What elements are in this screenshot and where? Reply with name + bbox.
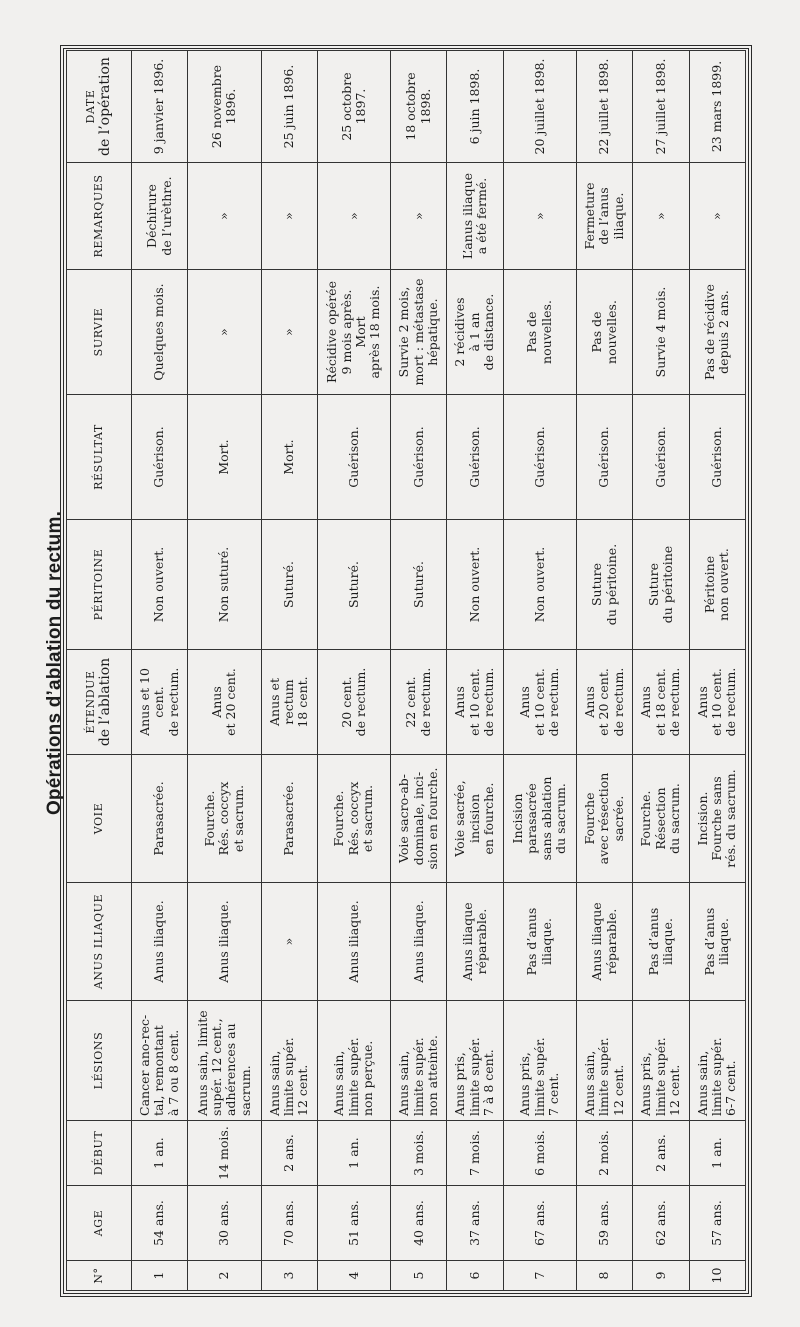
cell-debut: 6 mois.	[503, 1121, 576, 1186]
cell-voie: Voie sacro-ab- dominale, inci- sion en fourche.	[391, 755, 447, 883]
cell-remarques: Fermeture de l’anus iliaque.	[576, 163, 632, 270]
cell-voie: Fourche avec résection sacrée.	[576, 755, 632, 883]
cell-survie: Pas de nouvelles.	[503, 270, 576, 395]
cell-remarques: »	[633, 163, 689, 270]
cell-lesions: Anus sain, limite supér. 12 cent.	[261, 1001, 317, 1121]
cell-voie: Parasacrée.	[132, 755, 188, 883]
cell-age: 62 ans.	[633, 1186, 689, 1261]
header-date-line2: de l’opération	[97, 57, 114, 156]
cell-peritoine: Péritoine non ouvert.	[689, 520, 745, 650]
cell-age: 40 ans.	[391, 1186, 447, 1261]
cell-survie: »	[188, 270, 261, 395]
cell-age: 59 ans.	[576, 1186, 632, 1261]
table-row	[503, 51, 576, 1291]
cell-num: 10	[689, 1261, 745, 1291]
cell-etendue: Anus et 18 cent. de rectum.	[633, 650, 689, 755]
cell-remarques: »	[503, 163, 576, 270]
table-row	[633, 51, 689, 1291]
cell-peritoine: Non suturé.	[188, 520, 261, 650]
cell-survie: Récidive opérée 9 mois après. Mort après 18 mois.	[317, 270, 390, 395]
cell-date: 26 novembre 1896.	[188, 51, 261, 163]
cell-remarques: »	[317, 163, 390, 270]
cell-etendue: 20 cent. de rectum.	[317, 650, 390, 755]
cell-debut: 2 ans.	[633, 1121, 689, 1186]
header-voie: VOIE	[67, 755, 132, 883]
cell-anus-iliaque: Anus iliaque.	[391, 883, 447, 1001]
cell-etendue: Anus et 10 cent. de rectum.	[689, 650, 745, 755]
header-survie: SURVIE	[67, 270, 132, 395]
cell-peritoine: Non ouvert.	[447, 520, 503, 650]
table-row	[188, 51, 261, 1291]
cell-resultat: Guérison.	[503, 395, 576, 520]
cell-lesions: Cancer ano-rec- tal, remontant à 7 ou 8 cent.	[132, 1001, 188, 1121]
cell-age: 54 ans.	[132, 1186, 188, 1261]
cell-age: 37 ans.	[447, 1186, 503, 1261]
cell-lesions: Anus sain, limite supér. non atteinte.	[391, 1001, 447, 1121]
cell-peritoine: Suturé.	[391, 520, 447, 650]
table-row	[391, 51, 447, 1291]
cell-num: 5	[391, 1261, 447, 1291]
cell-lesions: Anus sain, limite supér. 12 cent., adhérences au sacrum.	[188, 1001, 261, 1121]
cell-peritoine: Suturé.	[261, 520, 317, 650]
cell-resultat: Guérison.	[132, 395, 188, 520]
cell-etendue: Anus et 10 cent. de rectum.	[447, 650, 503, 755]
cell-voie: Fourche. Rés. coccyx et sacrum.	[188, 755, 261, 883]
cell-lesions: Anus sain, limite supér. 12 cent.	[576, 1001, 632, 1121]
cell-survie: Quelques mois.	[132, 270, 188, 395]
cell-voie: Voie sacrée, incision en fourche.	[447, 755, 503, 883]
cell-debut: 1 an.	[317, 1121, 390, 1186]
cell-date: 22 juillet 1898.	[576, 51, 632, 163]
table-header	[67, 51, 132, 1291]
cell-remarques: Déchirure de l’urèthre.	[132, 163, 188, 270]
cell-remarques: »	[261, 163, 317, 270]
cell-resultat: Mort.	[261, 395, 317, 520]
cell-voie: Incision parasacrée sans ablation du sacrum.	[503, 755, 576, 883]
cell-peritoine: Suturé.	[317, 520, 390, 650]
cell-peritoine: Suture du péritoine	[633, 520, 689, 650]
cell-age: 67 ans.	[503, 1186, 576, 1261]
cell-date: 27 juillet 1898.	[633, 51, 689, 163]
cell-debut: 1 an.	[132, 1121, 188, 1186]
cell-anus-iliaque: Pas d’anus iliaque.	[503, 883, 576, 1001]
cell-resultat: Guérison.	[689, 395, 745, 520]
cell-remarques: L’anus iliaque a été fermé.	[447, 163, 503, 270]
cell-debut: 7 mois.	[447, 1121, 503, 1186]
cell-age: 57 ans.	[689, 1186, 745, 1261]
cell-etendue: Anus et 20 cent.	[188, 650, 261, 755]
table-frame	[60, 45, 752, 1297]
header-row	[67, 51, 132, 1291]
cell-voie: Fourche. Rés. coccyx et sacrum.	[317, 755, 390, 883]
cell-etendue: 22 cent. de rectum.	[391, 650, 447, 755]
cell-num: 6	[447, 1261, 503, 1291]
cell-num: 4	[317, 1261, 390, 1291]
table-row	[447, 51, 503, 1291]
header-resultat: RÉSULTAT	[67, 395, 132, 520]
cell-debut: 3 mois.	[391, 1121, 447, 1186]
cell-age: 30 ans.	[188, 1186, 261, 1261]
table-row	[689, 51, 745, 1291]
cell-peritoine: Non ouvert.	[132, 520, 188, 650]
cell-etendue: Anus et rectum 18 cent.	[261, 650, 317, 755]
header-debut: DÉBUT	[67, 1121, 132, 1186]
cell-debut: 1 an.	[689, 1121, 745, 1186]
cell-anus-iliaque: Anus iliaque.	[188, 883, 261, 1001]
cell-resultat: Guérison.	[447, 395, 503, 520]
cell-voie: Fourche. Résection du sacrum.	[633, 755, 689, 883]
cell-survie: 2 récidives à 1 an de distance.	[447, 270, 503, 395]
cell-num: 3	[261, 1261, 317, 1291]
header-etendue-line2: de l’ablation	[97, 657, 114, 747]
header-date	[67, 51, 132, 163]
cell-remarques: »	[689, 163, 745, 270]
cell-anus-iliaque: Pas d’anus iliaque.	[633, 883, 689, 1001]
header-peritoine: PÉRITOINE	[67, 520, 132, 650]
cell-etendue: Anus et 20 cent. de rectum.	[576, 650, 632, 755]
cell-num: 1	[132, 1261, 188, 1291]
table-body	[132, 51, 746, 1291]
cell-date: 18 octobre 1898.	[391, 51, 447, 163]
cell-remarques: »	[188, 163, 261, 270]
table-row	[132, 51, 188, 1291]
cell-date: 25 juin 1896.	[261, 51, 317, 163]
cell-num: 9	[633, 1261, 689, 1291]
cell-survie: Pas de nouvelles.	[576, 270, 632, 395]
cell-remarques: »	[391, 163, 447, 270]
header-etendue	[67, 650, 132, 755]
cell-etendue: Anus et 10 cent. de rectum.	[132, 650, 188, 755]
cell-survie: Survie 2 mois, mort : métastase hépatique.	[391, 270, 447, 395]
cell-lesions: Anus pris, limite supér. 7 cent.	[503, 1001, 576, 1121]
cell-anus-iliaque: »	[261, 883, 317, 1001]
cell-etendue: Anus et 10 cent. de rectum.	[503, 650, 576, 755]
header-num: N°	[67, 1261, 132, 1291]
cell-num: 2	[188, 1261, 261, 1291]
cell-age: 51 ans.	[317, 1186, 390, 1261]
cell-date: 9 janvier 1896.	[132, 51, 188, 163]
cell-anus-iliaque: Anus iliaque.	[132, 883, 188, 1001]
cell-survie: Survie 4 mois.	[633, 270, 689, 395]
cell-resultat: Mort.	[188, 395, 261, 520]
cell-survie: »	[261, 270, 317, 395]
cell-date: 25 octobre 1897.	[317, 51, 390, 163]
header-remarques: REMARQUES	[67, 163, 132, 270]
cell-debut: 14 mois.	[188, 1121, 261, 1186]
cell-debut: 2 mois.	[576, 1121, 632, 1186]
cell-peritoine: Non ouvert.	[503, 520, 576, 650]
cell-lesions: Anus pris, limite supér. 12 cent.	[633, 1001, 689, 1121]
cell-num: 7	[503, 1261, 576, 1291]
header-lesions: LÉSIONS	[67, 1001, 132, 1121]
cell-anus-iliaque: Anus iliaque réparable.	[576, 883, 632, 1001]
cell-resultat: Guérison.	[391, 395, 447, 520]
cell-num: 8	[576, 1261, 632, 1291]
cell-anus-iliaque: Pas d’anus iliaque.	[689, 883, 745, 1001]
cell-lesions: Anus sain, limite supér. 6-7 cent.	[689, 1001, 745, 1121]
cell-anus-iliaque: Anus iliaque.	[317, 883, 390, 1001]
cell-peritoine: Suture du péritoine.	[576, 520, 632, 650]
rotated-table-container	[66, 51, 746, 1291]
cell-date: 6 juin 1898.	[447, 51, 503, 163]
table-row	[317, 51, 390, 1291]
cell-resultat: Guérison.	[317, 395, 390, 520]
cell-resultat: Guérison.	[633, 395, 689, 520]
table-row	[261, 51, 317, 1291]
cell-date: 20 juillet 1898.	[503, 51, 576, 163]
cell-anus-iliaque: Anus iliaque réparable.	[447, 883, 503, 1001]
cell-voie: Parasacrée.	[261, 755, 317, 883]
header-anus-iliaque: ANUS ILIAQUE	[67, 883, 132, 1001]
cell-survie: Pas de récidive depuis 2 ans.	[689, 270, 745, 395]
operations-table	[66, 50, 746, 1291]
header-age: AGE	[67, 1186, 132, 1261]
header-date-line1: DATE	[83, 89, 97, 124]
cell-resultat: Guérison.	[576, 395, 632, 520]
table-row	[576, 51, 632, 1291]
cell-age: 70 ans.	[261, 1186, 317, 1261]
cell-lesions: Anus sain, limite supér. non perçue.	[317, 1001, 390, 1121]
page-title: Opérations d’ablation du rectum.	[44, 510, 65, 816]
cell-lesions: Anus pris, limite supér. 7 à 8 cent.	[447, 1001, 503, 1121]
cell-date: 23 mars 1899.	[689, 51, 745, 163]
cell-debut: 2 ans.	[261, 1121, 317, 1186]
header-etendue-line1: ÉTENDUE	[83, 670, 97, 734]
cell-voie: Incision. Fourche sans rés. du sacrum.	[689, 755, 745, 883]
